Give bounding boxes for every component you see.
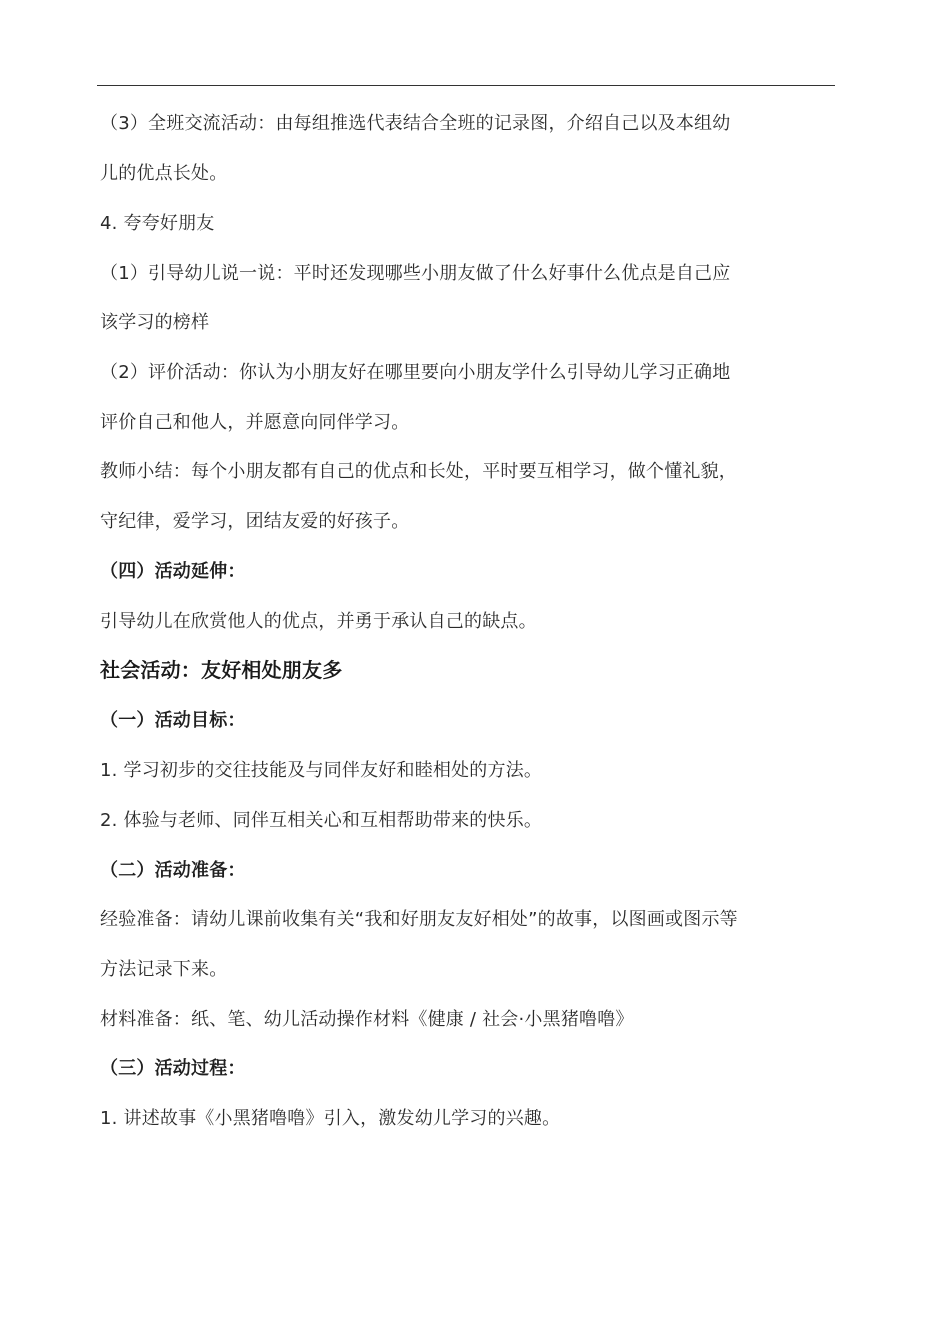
paragraph-line: 方法记录下来。 (100, 959, 228, 980)
paragraph-line: 儿的优点长处。 (100, 163, 228, 184)
paragraph-line: 守纪律，爱学习，团结友爱的好孩子。 (100, 511, 410, 532)
section-heading: （二）活动准备： (100, 860, 246, 881)
paragraph-line: 材料准备：纸、笔、幼儿活动操作材料《健康 / 社会·小黑猪噜噜》 (100, 1009, 634, 1030)
list-item: 1. 学习初步的交往技能及与同伴友好和睦相处的方法。 (100, 760, 543, 781)
paragraph-line: 评价自己和他人，并愿意向同伴学习。 (100, 412, 410, 433)
paragraph-line: （2）评价活动：你认为小朋友好在哪里要向小朋友学什么引导幼儿学习正确地 (100, 362, 731, 383)
paragraph-line: （3）全班交流活动：由每组推选代表结合全班的记录图，介绍自己以及本组幼 (100, 113, 731, 134)
header-rule (97, 85, 835, 86)
paragraph-line: 该学习的榜样 (100, 312, 210, 333)
paragraph-line: 4. 夸夸好朋友 (100, 213, 215, 234)
paragraph-line: 教师小结：每个小朋友都有自己的优点和长处，平时要互相学习，做个懂礼貌， (100, 461, 737, 482)
section-heading: （一）活动目标： (100, 710, 246, 731)
paragraph-line: （1）引导幼儿说一说：平时还发现哪些小朋友做了什么好事什么优点是自己应 (100, 263, 731, 284)
paragraph-line: 经验准备：请幼儿课前收集有关“我和好朋友友好相处”的故事，以图画或图示等 (100, 909, 738, 930)
section-heading: （四）活动延伸： (100, 561, 246, 582)
section-heading: （三）活动过程： (100, 1058, 246, 1079)
activity-title: 社会活动：友好相处朋友多 (100, 658, 343, 682)
list-item: 1. 讲述故事《小黑猪噜噜》引入，激发幼儿学习的兴趣。 (100, 1108, 561, 1129)
list-item: 2. 体验与老师、同伴互相关心和互相帮助带来的快乐。 (100, 810, 543, 831)
paragraph-line: 引导幼儿在欣赏他人的优点，并勇于承认自己的缺点。 (100, 611, 537, 632)
